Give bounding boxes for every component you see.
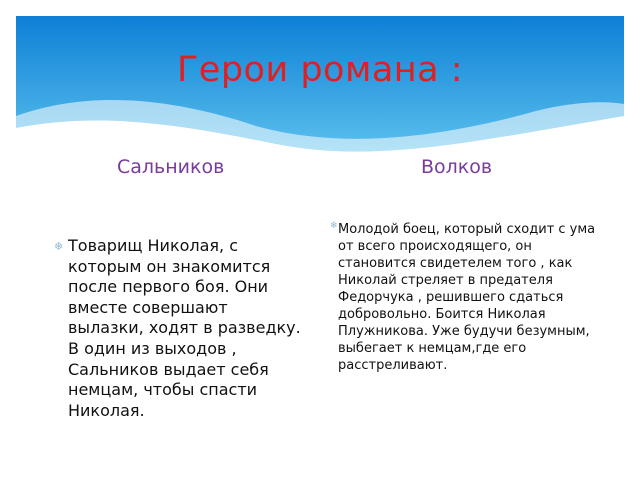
heading-salnikov: Сальников xyxy=(117,156,225,178)
heading-volkov: Волков xyxy=(421,156,493,178)
salnikov-description: Товарищ Николая, с которым он знакомится после первого боя. Они вместе совершают вылазки, ходят в разведку. В один из выходов , Сальников выдает себя немцам, чтобы спасти Николая. xyxy=(68,236,301,420)
left-bullet-item xyxy=(54,236,304,421)
volkov-description: Молодой боец, который сходит с ума от всего происходящего, он становится свидетелем того , как Николай стреляет в предателя Федорчука , решившего сдаться добровольно. Боится Николая Плужникова. Уже будучи безумным, выбегает к немцам,где его расстреливают. xyxy=(338,222,596,373)
right-bullet-item xyxy=(330,221,600,374)
snowflake-icon: ❄ xyxy=(54,240,64,253)
header-background xyxy=(16,16,624,166)
snowflake-icon: ❄ xyxy=(330,221,338,231)
slide-title: Герои романа : xyxy=(176,50,464,90)
